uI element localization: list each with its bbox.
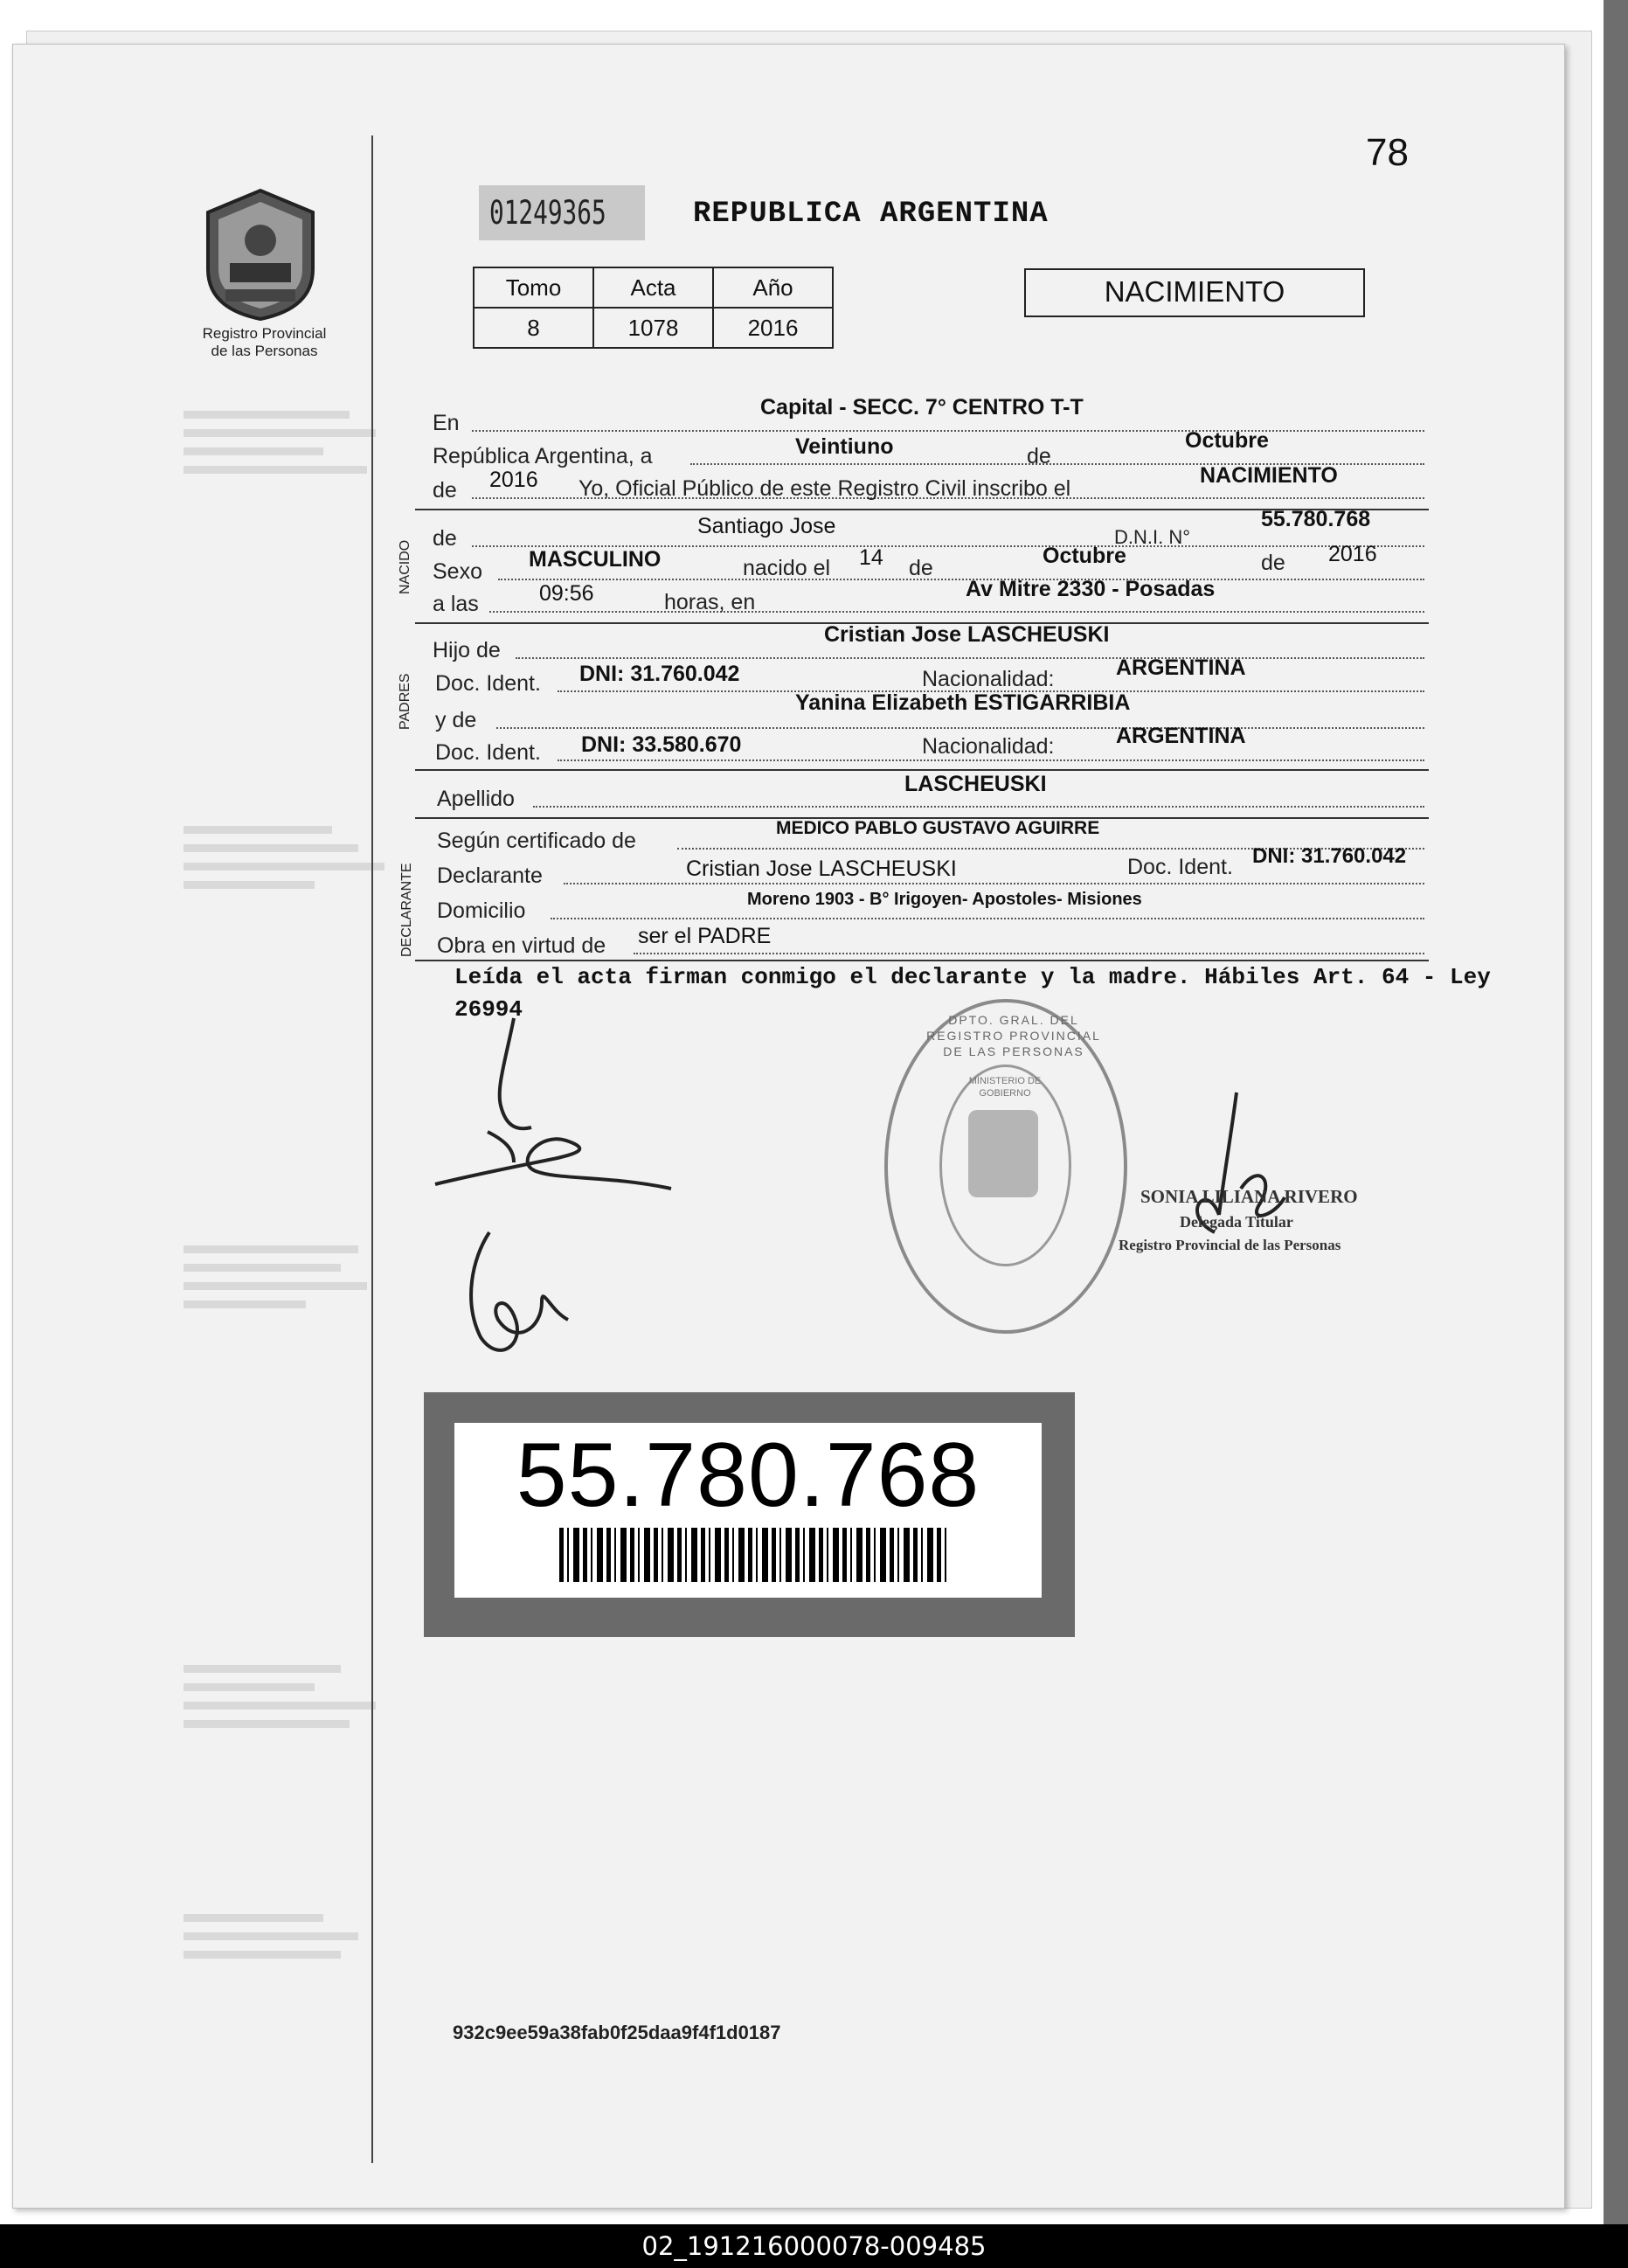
barcode-number: 55.780.768 (516, 1425, 980, 1526)
nacionalidad2-label: Nacionalidad: (922, 734, 1055, 759)
record-value-acta: 1078 (593, 308, 713, 348)
dotted-line (564, 883, 1424, 884)
horas-label: horas, en (664, 590, 756, 614)
obra-label: Obra en virtud de (437, 933, 606, 958)
dni-label: D.N.I. N° (1114, 526, 1191, 548)
ghost-text-block (184, 411, 393, 507)
official-title: Delegada Titular (1180, 1213, 1293, 1231)
domicilio-value: Moreno 1903 - B° Irigoyen- Apostoles- Misiones (747, 890, 1142, 909)
decl-doc-label: Doc. Ident. (1127, 855, 1233, 879)
dni-value: 55.780.768 (1261, 507, 1371, 531)
section-label-declarante: DECLARANTE (399, 863, 414, 957)
image-caption: 02_191216000078-009485 (0, 2224, 1628, 2268)
margin-line (371, 135, 373, 2163)
registry-caption-line1: Registro Provincial (202, 325, 327, 342)
de3-label: de (433, 526, 457, 551)
closing-text-line1: Leída el acta firman conmigo el declarante y la madre. Hábiles Art. 64 - Ley (454, 964, 1491, 990)
serial-number: 01249365 (489, 194, 606, 232)
province-logo (199, 186, 322, 322)
birth-month: Octubre (1043, 544, 1126, 568)
dotted-line (472, 430, 1424, 432)
dotted-line (634, 953, 1424, 954)
sexo-label: Sexo (433, 559, 482, 584)
page-edge-shadow (1604, 0, 1628, 2224)
record-table (473, 267, 834, 349)
en-value: Capital - SECC. 7° CENTRO T-T (760, 395, 1084, 420)
domicilio-label: Domicilio (437, 898, 526, 923)
docident2-label: Doc. Ident. (435, 740, 541, 765)
father-name: Cristian Jose LASCHEUSKI (824, 622, 1110, 647)
section-line (415, 769, 1429, 771)
mother-nationality: ARGENTINA (1116, 724, 1246, 748)
birth-day: 14 (859, 545, 883, 570)
sexo-value: MASCULINO (529, 547, 662, 572)
de4-label: de (909, 556, 933, 580)
dotted-line (496, 727, 1424, 729)
dotted-line (558, 759, 1424, 761)
dotted-line (489, 611, 1424, 613)
inscribo-value: NACIMIENTO (1200, 463, 1338, 488)
apellido-value: LASCHEUSKI (904, 772, 1047, 796)
official-seal-icon (968, 1110, 1038, 1197)
de2-label: de (433, 478, 457, 503)
declarant-signature (383, 1009, 680, 1228)
republica-label: República Argentina, a (433, 444, 653, 468)
record-header-anio: Año (713, 267, 833, 308)
father-doc: DNI: 31.760.042 (579, 662, 740, 686)
apellido-label: Apellido (437, 787, 515, 811)
barcode-bars (559, 1528, 951, 1582)
birth-year: 2016 (1328, 542, 1377, 566)
section-label-padres: PADRES (398, 673, 412, 730)
certificado-value: MEDICO PABLO GUSTAVO AGUIRRE (776, 818, 1100, 838)
father-nationality: ARGENTINA (1116, 655, 1246, 680)
country-title: REPUBLICA ARGENTINA (693, 198, 1049, 231)
day-value: Veintiuno (795, 434, 894, 459)
dotted-line (533, 806, 1424, 808)
docident-label: Doc. Ident. (435, 671, 541, 696)
yde-label: y de (435, 708, 477, 732)
record-header-acta: Acta (593, 267, 713, 308)
mother-doc: DNI: 33.580.670 (581, 732, 742, 757)
dotted-line (551, 918, 1424, 919)
en-label: En (433, 411, 460, 435)
official-info (1119, 1186, 1358, 1254)
official-office: Registro Provincial de las Personas (1119, 1237, 1341, 1253)
section-label-nacido: NACIDO (398, 539, 412, 594)
declarante-value: Cristian Jose LASCHEUSKI (686, 857, 957, 881)
record-value-anio: 2016 (713, 308, 833, 348)
de-label: de (1027, 444, 1051, 468)
record-header-tomo: Tomo (474, 267, 593, 308)
mother-signature (454, 1224, 585, 1363)
alas-label: a las (433, 592, 479, 616)
hijo-label: Hijo de (433, 638, 501, 662)
decl-doc-value: DNI: 31.760.042 (1252, 844, 1407, 868)
nacido-label: nacido el (743, 556, 831, 580)
page-number: 78 (1366, 131, 1409, 174)
closing-text-line2: 26994 (454, 996, 523, 1023)
place-value: Av Mitre 2330 - Posadas (966, 577, 1216, 601)
record-type: NACIMIENTO (1104, 275, 1285, 308)
official-signature (1153, 1084, 1381, 1285)
year-value: 2016 (489, 468, 538, 492)
hour-value: 09:56 (539, 581, 594, 606)
stamp-inner-text: MINISTERIO DE GOBIERNO (968, 1076, 1042, 1099)
record-value-tomo: 8 (474, 308, 593, 348)
ghost-text-block (184, 826, 393, 922)
inscribo-label: Yo, Oficial Público de este Registro Civil inscribo el (578, 476, 1071, 501)
document-hash: 932c9ee59a38fab0f25daa9f4f1d0187 (453, 2022, 781, 2043)
mother-name: Yanina Elizabeth ESTIGARRIBIA (795, 690, 1131, 715)
ghost-text-block (184, 1245, 393, 1342)
nacionalidad-label: Nacionalidad: (922, 667, 1055, 691)
obra-value: ser el PADRE (638, 924, 772, 948)
ghost-text-block (184, 1665, 393, 1761)
dotted-line (516, 657, 1424, 659)
official-name: SONIA LILIANA RIVERO (1140, 1186, 1358, 1207)
ghost-text-block (184, 1914, 393, 2010)
month-value: Octubre (1185, 428, 1269, 453)
dotted-line (498, 579, 1424, 580)
stamp-text: DPTO. GRAL. DEL REGISTRO PROVINCIAL DE LAS PERSONAS (926, 1013, 1101, 1058)
name-value: Santiago Jose (697, 514, 836, 538)
de5-label: de (1261, 551, 1285, 575)
registry-caption-line2: de las Personas (211, 343, 318, 359)
registry-caption (175, 325, 354, 360)
certificado-label: Según certificado de (437, 829, 636, 853)
declarante-label: Declarante (437, 864, 543, 888)
